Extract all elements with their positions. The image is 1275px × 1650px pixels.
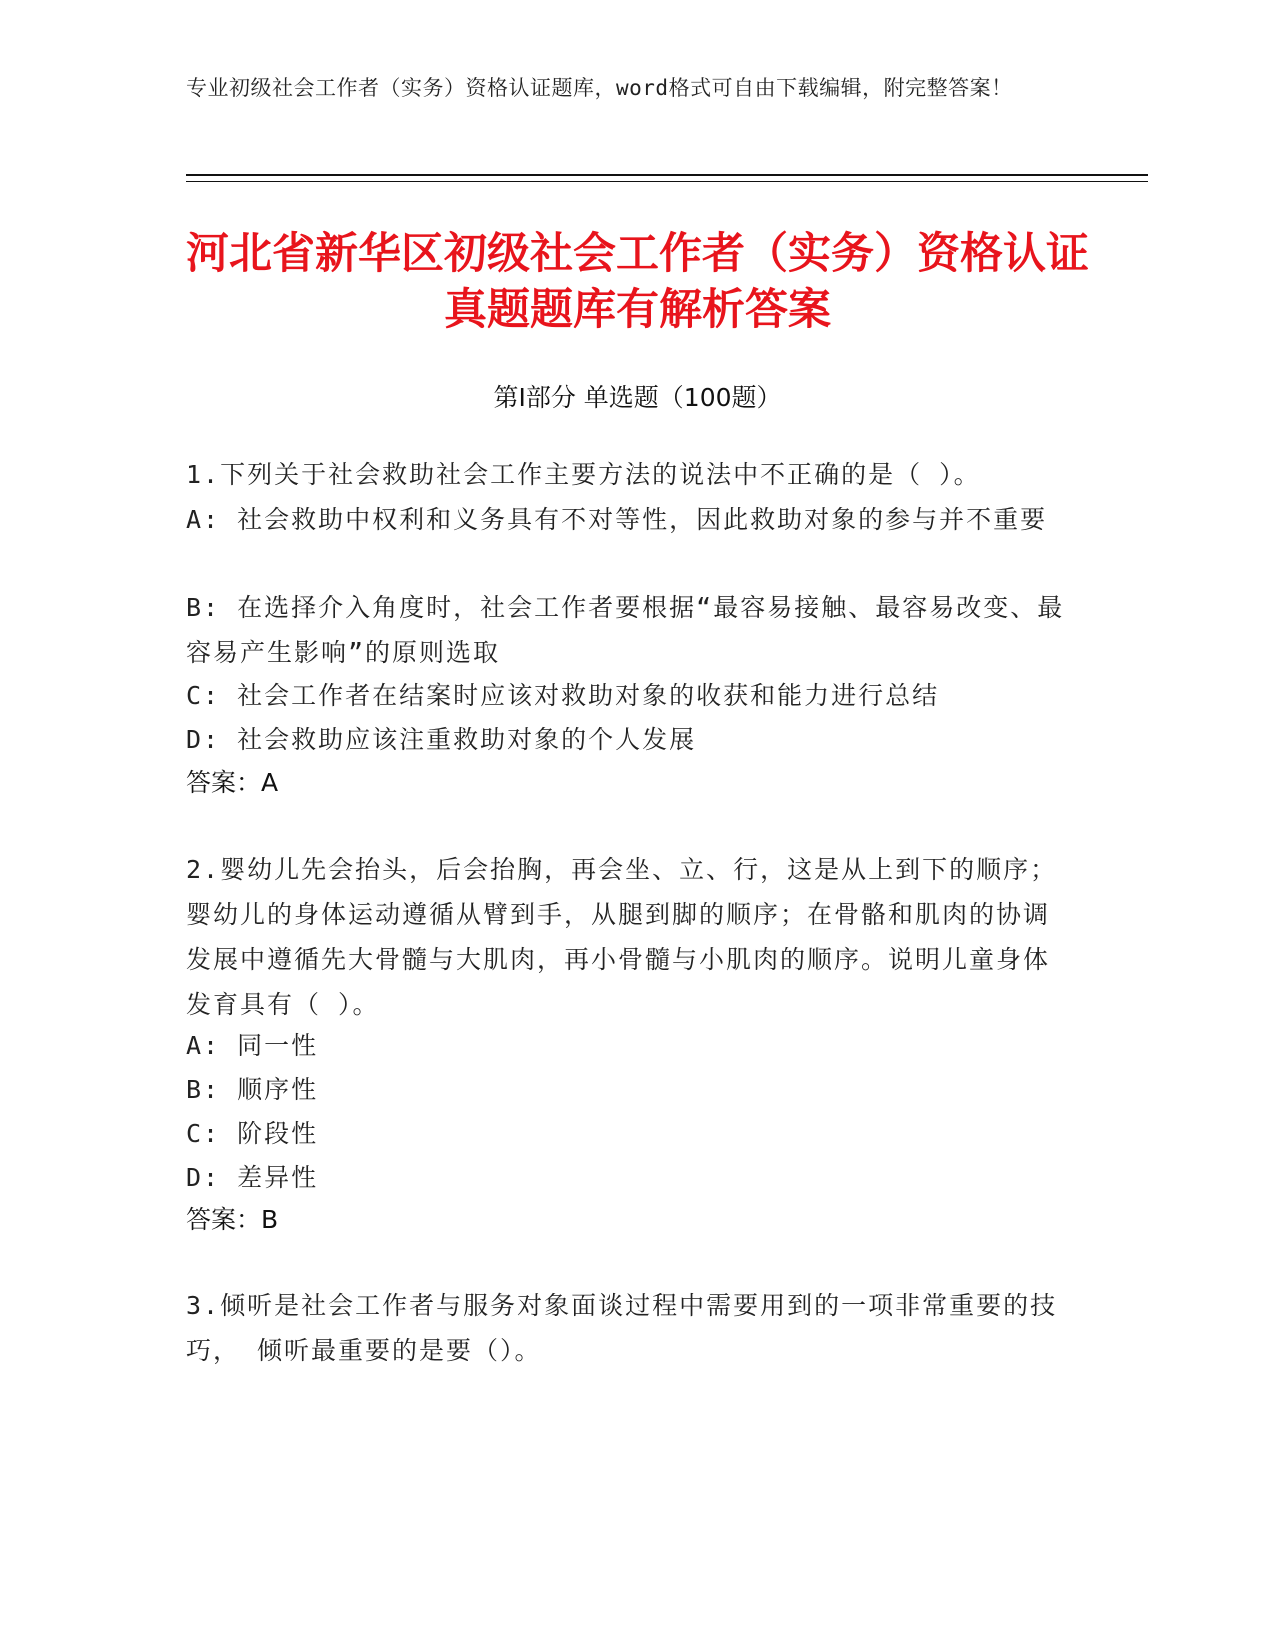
question-1-answer: 答案：A: [186, 768, 279, 797]
question-1-stem: 1.下列关于社会救助社会工作主要方法的说法中不正确的是（ ）。: [186, 460, 981, 489]
question-1-option-a: A: 社会救助中权利和义务具有不对等性，因此救助对象的参与并不重要: [186, 505, 1048, 534]
question-1-option-c: C: 社会工作者在结案时应该对救助对象的收获和能力进行总结: [186, 681, 940, 710]
question-2-answer: 答案：B: [186, 1205, 279, 1234]
question-1-option-d: D: 社会救助应该注重救助对象的个人发展: [186, 725, 697, 754]
header-note: 专业初级社会工作者（实务）资格认证题库，word格式可自由下载编辑，附完整答案！: [186, 76, 1013, 100]
question-2-option-d: D: 差异性: [186, 1163, 319, 1192]
question-2-option-c: C: 阶段性: [186, 1119, 319, 1148]
header-rule-thick: [186, 174, 1148, 176]
section-title: 第Ⅰ部分 单选题（100题）: [493, 383, 782, 412]
question-1-option-b: B: 在选择介入角度时，社会工作者要根据“最容易接触、最容易改变、最容易产生影响”的原则选取: [186, 593, 1065, 667]
document-title: 河北省新华区初级社会工作者（实务）资格认证真题题库有解析答案: [186, 229, 1089, 335]
header-rule-thin: [186, 181, 1148, 182]
question-2-stem: 2.婴幼儿先会抬头，后会抬胸，再会坐、立、行，这是从上到下的顺序；婴幼儿的身体运动遵循从臂到手，从腿到脚的顺序；在骨骼和肌肉的协调发展中遵循先大骨髓与大肌肉，再小骨髓与小肌肉的顺序。说明儿童身体发育具有（ ）。: [186, 855, 1058, 1019]
question-3-stem: 3.倾听是社会工作者与服务对象面谈过程中需要用到的一项非常重要的技巧， 倾听最重要的是要（）。: [186, 1291, 1058, 1365]
question-2-option-b: B: 顺序性: [186, 1075, 319, 1104]
question-2-option-a: A: 同一性: [186, 1031, 319, 1060]
